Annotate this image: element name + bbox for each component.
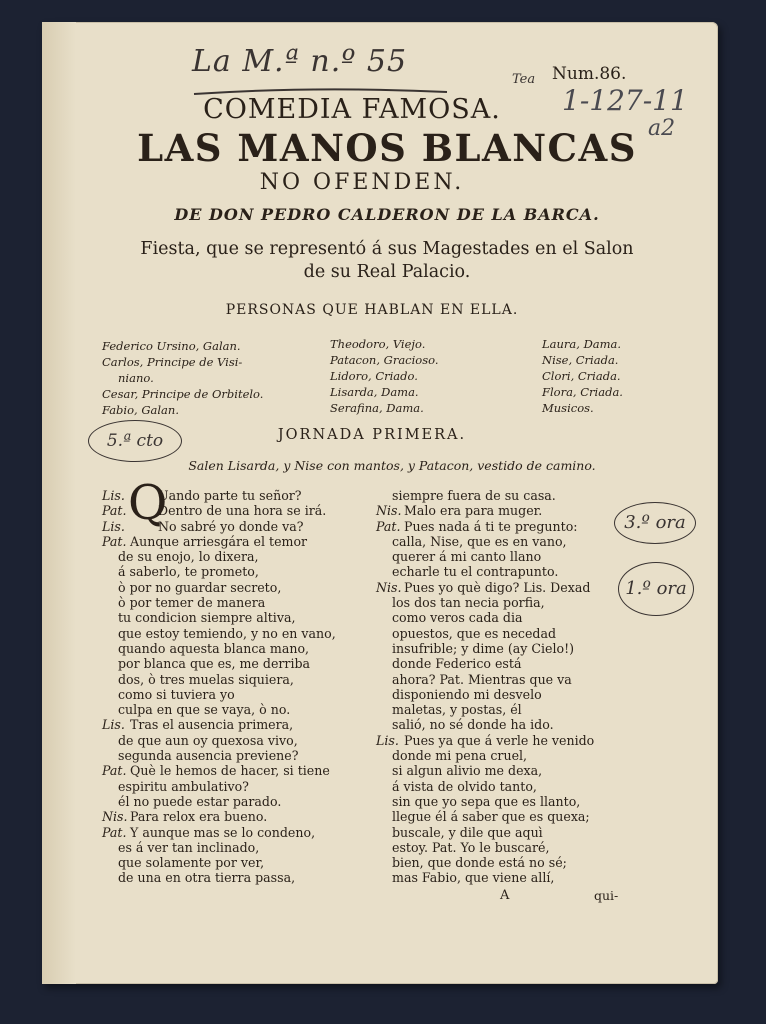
- verse-line: ò por no guardar secreto,: [118, 579, 282, 595]
- verse-line: estoy. Pat. Yo le buscaré,: [392, 839, 550, 855]
- fiesta-line-2: de su Real Palacio.: [303, 262, 471, 282]
- verse-line: sin que yo sepa que es llanto,: [392, 793, 581, 809]
- verse-line: de su enojo, lo dixera,: [118, 549, 259, 565]
- verse-line: de una en otra tierra passa,: [118, 870, 296, 886]
- verse-line: ò por temer de manera: [118, 595, 266, 611]
- verse-line: Nis. Para relox era bueno.: [102, 809, 268, 825]
- verse-line: donde Federico está: [392, 656, 522, 672]
- verse-line: si algun alivio me dexa,: [392, 763, 543, 779]
- cast-entry: Theodoro, Viejo.: [330, 337, 426, 351]
- verse-line: salió, no sé donde ha ido.: [392, 717, 554, 733]
- verse-line: espiritu ambulativo?: [118, 778, 249, 794]
- verse-line: bien, que donde está no sé;: [392, 855, 567, 871]
- verse-line: opuestos, que es necedad: [392, 625, 557, 641]
- cast-entry: Lidoro, Criado.: [330, 369, 418, 383]
- verse-line: Lis. No sabré yo donde va?: [102, 518, 304, 534]
- cast-entry: Fabio, Galan.: [102, 403, 179, 417]
- verse-line: disponiendo mi desvelo: [392, 686, 542, 702]
- verse-line: por blanca que es, me derriba: [118, 656, 311, 672]
- verse-line: Lis. Tras el ausencia primera,: [102, 717, 294, 733]
- handwritten-shelfmark: La M.ª n.º 55: [192, 44, 408, 79]
- handwritten-code: 1-127-11: [562, 84, 688, 117]
- verse-column-left: [102, 488, 392, 886]
- verse-line: á vista de olvido tanto,: [392, 778, 537, 794]
- title-line-2: LAS MANOS BLANCAS: [137, 126, 637, 170]
- margin-note-right-2: 1.º ora: [618, 562, 694, 616]
- document-page: [42, 22, 718, 984]
- verse-line: siempre fuera de su casa.: [392, 488, 556, 503]
- title-line-1: COMEDIA FAMOSA.: [203, 94, 501, 125]
- stage-direction: Salen Lisarda, y Nise con mantos, y Patacon, vestido de camino.: [188, 458, 596, 473]
- verse-line: que solamente por ver,: [118, 855, 265, 871]
- comedia-number: Num.86.: [552, 64, 627, 84]
- verse-line: calla, Nise, que es en vano,: [392, 533, 567, 549]
- verse-line: llegue él á saber que es quexa;: [392, 809, 590, 825]
- verse-line: Pat. Pues nada á ti te pregunto:: [376, 518, 578, 534]
- verse-line: insufrible; y dime (ay Cielo!): [392, 640, 575, 656]
- verse-line: Pat. Aunque arriesgára el temor: [102, 533, 308, 549]
- cast-entry: Patacon, Gracioso.: [330, 353, 439, 367]
- catchword: qui-: [594, 888, 619, 903]
- cast-heading: PERSONAS QUE HABLAN EN ELLA.: [225, 302, 519, 318]
- margin-note-right-1: 3.º ora: [614, 502, 696, 544]
- handwritten-code-2: a2: [648, 116, 676, 141]
- verse-line: mas Fabio, que viene allí,: [392, 870, 555, 886]
- title-line-3: NO OFENDEN.: [259, 170, 465, 195]
- verse-line: ahora? Pat. Mientras que va: [392, 671, 572, 687]
- cast-entry: Federico Ursino, Galan.: [102, 339, 241, 353]
- verse-line: que estoy temiendo, y no en vano,: [118, 625, 336, 641]
- verse-line: Pat. Y aunque mas se lo condeno,: [102, 824, 316, 840]
- cast-entry: Serafina, Dama.: [330, 401, 424, 415]
- verse-line: Lis. Uando parte tu señor?: [102, 488, 302, 503]
- verse-line: segunda ausencia previene?: [118, 748, 299, 764]
- verse-line: como si tuviera yo: [118, 686, 235, 702]
- handwritten-small-note: Tea: [512, 72, 536, 87]
- cast-entry: Musicos.: [542, 401, 594, 415]
- cast-entry: niano.: [118, 371, 154, 385]
- cast-column-2: [330, 336, 510, 416]
- margin-note-jornada: 5.ª cto: [88, 420, 182, 462]
- verse-line: Pat. Què le hemos de hacer, si tiene: [102, 763, 330, 779]
- signature-mark: A: [500, 888, 510, 903]
- verse-line: Pat. Dentro de una hora se irá.: [102, 503, 327, 519]
- verse-line: culpa en que se vaya, ò no.: [118, 702, 291, 718]
- cast-column-3: [542, 336, 682, 416]
- verse-line: querer á mi canto llano: [392, 549, 542, 565]
- cast-entry: Flora, Criada.: [542, 385, 623, 399]
- cast-column-1: [102, 338, 312, 418]
- cast-entry: Carlos, Principe de Visi-: [102, 355, 243, 369]
- verse-line: dos, ò tres muelas siquiera,: [118, 671, 294, 687]
- verse-line: es á ver tan inclinado,: [118, 839, 260, 855]
- verse-line: quando aquesta blanca mano,: [118, 640, 310, 656]
- cast-entry: Lisarda, Dama.: [330, 385, 419, 399]
- jornada-heading: JORNADA PRIMERA.: [277, 427, 467, 443]
- cast-entry: Laura, Dama.: [542, 337, 622, 351]
- verse-line: maletas, y postas, él: [392, 702, 522, 718]
- drop-cap-q: Q: [128, 475, 168, 531]
- verse-line: á saberlo, te prometo,: [118, 564, 259, 580]
- fiesta-line-1: Fiesta, que se representó á sus Magestades en el Salon: [140, 239, 634, 259]
- cast-entry: Nise, Criada.: [542, 353, 619, 367]
- verse-line: él no puede estar parado.: [118, 793, 282, 809]
- cast-entry: Cesar, Principe de Orbitelo.: [102, 387, 264, 401]
- verse-line: echarle tu el contrapunto.: [392, 564, 559, 580]
- verse-column-right: [376, 488, 666, 886]
- author-line: DE DON PEDRO CALDERON DE LA BARCA.: [174, 205, 600, 224]
- verse-line: buscale, y dile que aquì: [392, 824, 543, 840]
- verse-line: Nis. Malo era para muger.: [376, 503, 543, 519]
- verse-line: tu condicion siempre altiva,: [118, 610, 296, 626]
- verse-line: donde mi pena cruel,: [392, 748, 528, 764]
- verse-line: los dos tan necia porfia,: [392, 595, 545, 611]
- cast-entry: Clori, Criada.: [542, 369, 621, 383]
- verse-line: Lis. Pues ya que á verle he venido: [376, 732, 595, 748]
- verse-line: Nis. Pues yo què digo? Lis. Dexad: [376, 579, 591, 595]
- verse-line: de que aun oy quexosa vivo,: [118, 732, 298, 748]
- verse-line: como veros cada dia: [392, 610, 523, 626]
